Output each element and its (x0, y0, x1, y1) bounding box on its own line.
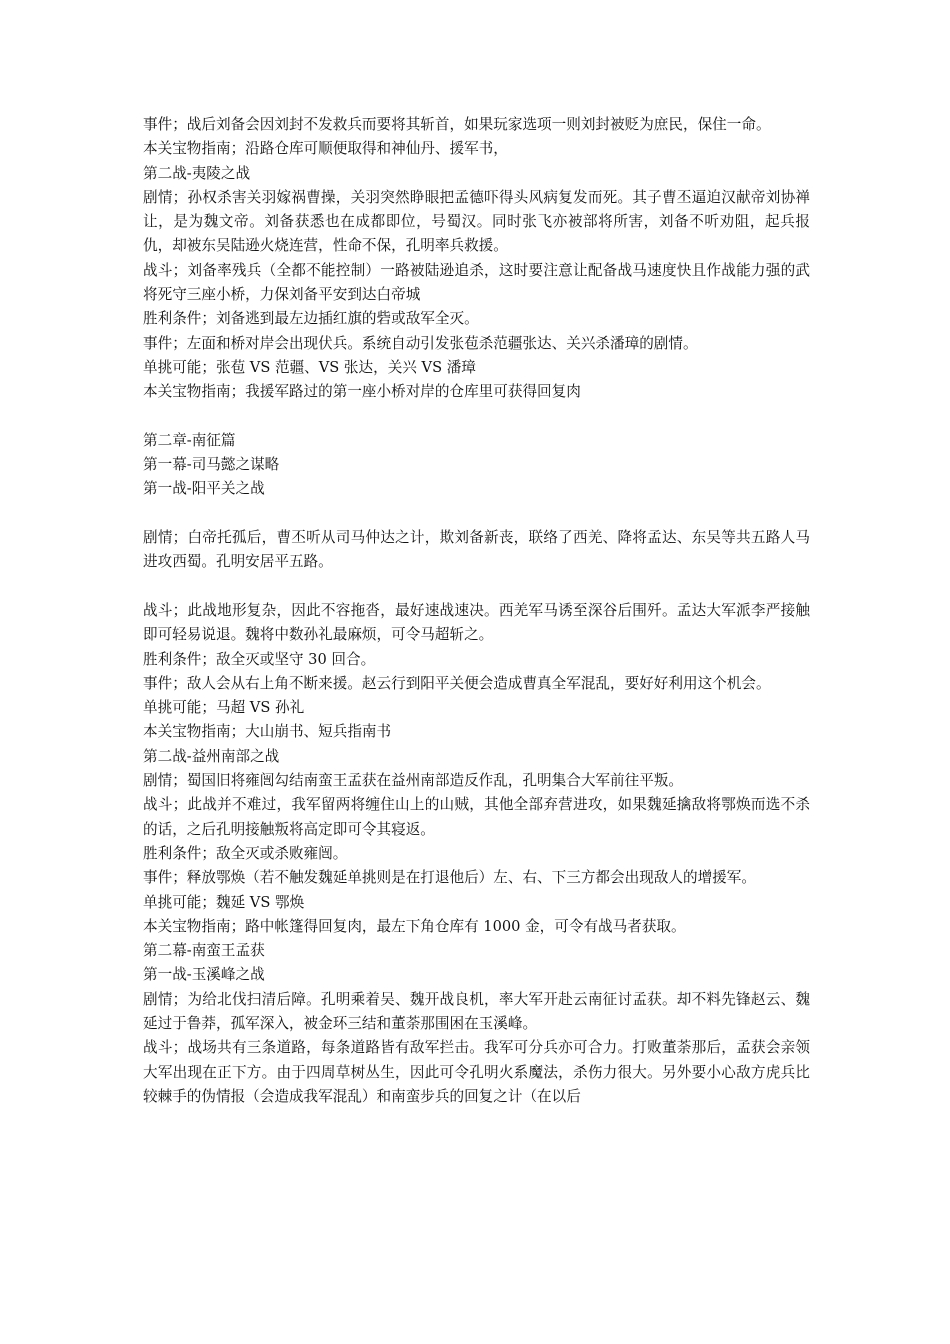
battle-heading-yizhou: 第二战-益州南部之战 (143, 747, 280, 765)
text-line-battle: 战斗；刘备率残兵（全都不能控制）一路被陆逊追杀，这时要注意让配备战马速度快且作战能力强的武将死守三座小桥，力保刘备平安到达白帝城 (143, 261, 810, 304)
text-line-event: 事件；释放鄂焕（若不触发魏延单挑则是在打退他后）左、右、下三方都会出现敌人的增援军。 (143, 869, 756, 887)
text-line-event-liufeng: 事件；战后刘备会因刘封不发救兵而要将其斩首，如果玩家选项一则刘封被贬为庶民，保住一命。 (143, 116, 771, 133)
text-line-victory-condition: 胜利条件；敌全灭或杀败雍闿。 (143, 844, 348, 862)
text-line-event: 事件；敌人会从右上角不断来援。赵云行到阳平关便会造成曹真全军混乱，要好好利用这个机会。 (143, 674, 771, 692)
text-line-victory-condition: 胜利条件；敌全灭或坚守 30 回合。 (143, 650, 376, 668)
chapter-heading-south: 第二章-南征篇 (143, 431, 236, 449)
text-line-event: 事件；左面和桥对岸会出现伏兵。系统自动引发张苞杀范疆张达、关兴杀潘璋的剧情。 (143, 334, 698, 352)
document-body (143, 113, 810, 1109)
text-line-story: 剧情；蜀国旧将雍闿勾结南蛮王孟获在益州南部造反作乱，孔明集合大军前往平叛。 (143, 772, 683, 790)
text-line-story: 剧情；白帝托孤后，曹丕听从司马仲达之计，欺刘备新丧，联络了西羌、降将孟达、东吴等共五路人马进攻西蜀。孔明安居平五路。 (143, 529, 810, 571)
text-line-victory-condition: 胜利条件；刘备逃到最左边插红旗的砦或敌军全灭。 (143, 310, 479, 328)
battle-heading-yangping: 第一战-阳平关之战 (143, 480, 265, 498)
text-line-duel: 单挑可能；张苞 VS 范疆、VS 张达，关兴 VS 潘璋 (143, 358, 476, 376)
blank-line (143, 502, 810, 526)
text-line-duel: 单挑可能；马超 VS 孙礼 (143, 699, 305, 717)
act-heading-sima-yi: 第一幕-司马懿之谋略 (143, 456, 280, 474)
text-line-treasure-guide: 本关宝物指南；路中帐篷得回复肉，最左下角仓库有 1000 金，可令有战马者获取。 (143, 917, 686, 935)
blank-line (143, 405, 810, 429)
battle-heading-yuxi: 第一战-玉溪峰之战 (143, 966, 265, 984)
text-line-treasure-guide: 本关宝物指南；沿路仓库可顺便取得和神仙丹、援军书， (143, 140, 508, 158)
battle-heading-yiling: 第二战-夷陵之战 (143, 164, 251, 182)
text-line-story: 剧情；孙权杀害关羽嫁祸曹操，关羽突然睁眼把孟德吓得头风病复发而死。其子曹丕逼迫汉献帝刘协禅让，是为魏文帝。刘备获悉也在成都即位，号蜀汉。同时张飞亦被部将所害，刘备不听劝阻，起兵报仇，却被东吴陆逊火烧连营，性命不保，孔明率兵救援。 (143, 188, 810, 255)
text-line-battle: 战斗；此战并不难过，我军留两将缠住山上的山贼，其他全部弃营进攻，如果魏延擒敌将鄂焕而选不杀的话，之后孔明接触叛将高定即可令其寝返。 (143, 796, 810, 838)
text-line-battle: 战斗；战场共有三条道路，每条道路皆有敌军拦击。我军可分兵亦可合力。打败董荼那后，孟获会亲领大军出现在正下方。由于四周草树丛生，因此可令孔明火系魔法，杀伤力很大。另外要小心敌方虎兵比较棘手的伪情报（会造成我军混乱）和南蛮步兵的回复之计（在以后 (143, 1039, 810, 1105)
act-heading-menghuo: 第二幕-南蛮王孟获 (143, 942, 265, 960)
text-line-treasure-guide: 本关宝物指南；我援军路过的第一座小桥对岸的仓库里可获得回复肉 (143, 383, 581, 401)
text-line-treasure-guide: 本关宝物指南；大山崩书、短兵指南书 (143, 723, 392, 741)
text-line-story: 剧情；为给北伐扫清后障。孔明乘着吴、魏开战良机，率大军开赴云南征讨孟获。却不料先锋赵云、魏延过于鲁莽，孤军深入，被金环三结和董荼那围困在玉溪峰。 (143, 990, 810, 1032)
text-line-duel: 单挑可能；魏延 VS 鄂焕 (143, 893, 305, 911)
blank-line (143, 575, 810, 599)
text-line-battle: 战斗；此战地形复杂，因此不容拖沓，最好速战速决。西羌军马诱至深谷后围歼。孟达大军派李严接触即可轻易说退。魏将中数孙礼最麻烦，可令马超斩之。 (143, 601, 810, 644)
